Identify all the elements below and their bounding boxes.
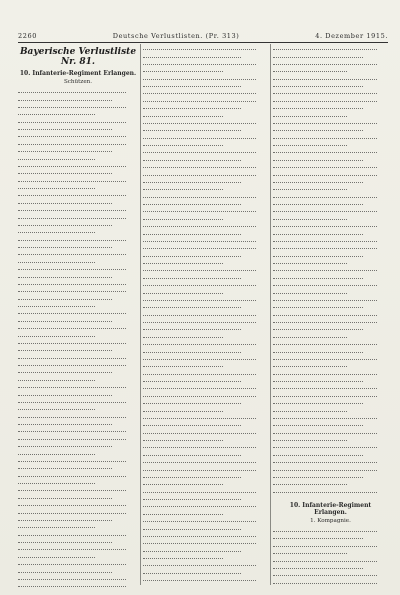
text-line: [273, 119, 377, 124]
text-line: [273, 549, 347, 554]
text-line: [143, 111, 223, 116]
text-line: [273, 207, 377, 212]
text-line: [18, 464, 112, 469]
text-line: [273, 473, 363, 478]
text-line: [143, 97, 256, 102]
text-line: [273, 75, 377, 80]
text-line: [273, 451, 363, 456]
text-line: [143, 436, 223, 441]
text-line: [273, 340, 377, 345]
text-line: [273, 542, 377, 547]
text-line: [273, 355, 377, 360]
text-line: [18, 523, 95, 528]
text-line: [273, 564, 363, 569]
text-line: [18, 250, 126, 255]
text-line: [18, 494, 112, 499]
text-line: [18, 88, 126, 93]
text-line: [18, 575, 126, 580]
text-line: [273, 281, 377, 286]
text-line: [18, 553, 95, 558]
text-line: [18, 435, 126, 440]
text-line: [18, 501, 126, 506]
text-line: [143, 288, 223, 293]
running-title: Deutsche Verlustlisten. (Pr. 313): [112, 32, 240, 40]
text-line: [143, 429, 256, 434]
text-line: [143, 510, 223, 515]
text-line: [143, 126, 241, 131]
text-line: [273, 141, 347, 146]
text-line: [143, 119, 256, 124]
text-line: [143, 502, 256, 507]
unit-subheading: Schützen.: [63, 79, 93, 85]
text-line: [143, 237, 256, 242]
text-line: [18, 390, 112, 395]
text-line: [18, 243, 112, 248]
text-line: [273, 111, 347, 116]
text-line: [143, 75, 256, 80]
text-line: [18, 472, 126, 477]
text-line: [273, 303, 363, 308]
text-line: [143, 193, 256, 198]
text-line: [273, 163, 377, 168]
text-line: [18, 538, 112, 543]
text-line: [18, 184, 95, 189]
text-line: [273, 384, 377, 389]
text-line: [273, 193, 377, 198]
text-line: [143, 399, 241, 404]
text-line: [143, 384, 256, 389]
text-line: [273, 406, 347, 411]
text-line: [273, 104, 363, 109]
text-block: [18, 88, 138, 587]
text-line: [18, 376, 95, 381]
text-line: [18, 132, 126, 137]
text-line: [143, 451, 241, 456]
text-line: [273, 534, 363, 539]
text-line: [18, 309, 126, 314]
column-1: [18, 45, 138, 587]
text-line: [143, 583, 223, 587]
text-line: [143, 554, 223, 559]
header-date: 4. Dezember 1915.: [315, 32, 388, 40]
text-line: [143, 539, 256, 544]
text-line: [143, 82, 241, 87]
text-line: [273, 311, 377, 316]
column-2: [143, 45, 268, 587]
text-block: [273, 527, 388, 587]
text-line: [18, 413, 126, 418]
text-line: [18, 331, 95, 336]
text-line: [143, 296, 256, 301]
text-line: [143, 222, 256, 227]
page-number: 2260: [18, 32, 37, 40]
header-rule: [18, 42, 388, 43]
text-line: [143, 170, 256, 175]
text-line: [143, 67, 223, 72]
text-line: [143, 569, 241, 574]
column-3: [273, 45, 388, 587]
text-line: [143, 576, 256, 581]
text-line: [273, 274, 363, 279]
text-line: [18, 191, 126, 196]
text-line: [273, 170, 377, 175]
text-line: [143, 318, 256, 323]
text-line: [273, 579, 377, 584]
text-line: [18, 287, 126, 292]
text-line: [143, 362, 223, 367]
text-line: [18, 295, 112, 300]
text-line: [18, 125, 112, 130]
text-line: [273, 89, 377, 94]
text-line: [143, 333, 223, 338]
text-line: [18, 516, 112, 521]
text-line: [18, 140, 126, 145]
text-line: [273, 480, 347, 485]
text-line: [273, 421, 363, 426]
text-line: [143, 473, 241, 478]
text-line: [18, 169, 112, 174]
text-line: [273, 318, 377, 323]
text-line: [18, 420, 112, 425]
page-header: [18, 30, 388, 42]
text-line: [143, 458, 256, 463]
text-line: [143, 443, 256, 448]
text-line: [143, 45, 256, 50]
text-line: [273, 370, 377, 375]
text-line: [143, 465, 256, 470]
text-line: [143, 229, 241, 234]
text-block: [273, 45, 388, 493]
text-line: [273, 586, 363, 587]
text-line: [18, 567, 112, 572]
text-line: [18, 427, 126, 432]
text-line: [273, 399, 363, 404]
text-line: [18, 354, 126, 359]
text-line: [143, 377, 241, 382]
text-line: [18, 272, 112, 277]
text-line: [273, 237, 377, 242]
text-line: [18, 103, 126, 108]
text-line: [18, 361, 126, 366]
text-line: [273, 259, 347, 264]
text-line: [143, 89, 256, 94]
text-line: [143, 281, 256, 286]
text-line: [143, 532, 256, 537]
text-line: [18, 531, 126, 536]
text-line: [18, 457, 126, 462]
text-line: [273, 571, 377, 576]
text-line: [18, 398, 126, 403]
text-line: [18, 486, 126, 491]
text-line: [18, 545, 126, 550]
text-line: [18, 302, 95, 307]
unit-heading: 10. Infanterie-Regiment Erlangen.: [19, 70, 137, 77]
text-line: [143, 325, 241, 330]
text-line: [143, 561, 256, 566]
text-line: [143, 517, 256, 522]
text-line: [143, 200, 241, 205]
text-line: [18, 265, 126, 270]
text-block: [143, 45, 268, 587]
text-line: [143, 414, 256, 419]
text-line: [18, 236, 126, 241]
text-line: [273, 458, 377, 463]
text-line: [273, 82, 363, 87]
text-line: [273, 296, 377, 301]
text-line: [143, 163, 256, 168]
text-line: [143, 178, 241, 183]
text-line: [273, 185, 347, 190]
text-line: [143, 392, 256, 397]
text-line: [143, 52, 241, 57]
text-line: [18, 118, 126, 123]
unit-subheading: 1. Kompagnie.: [310, 517, 351, 524]
text-line: [273, 148, 377, 153]
text-line: [143, 495, 241, 500]
text-line: [18, 560, 126, 565]
text-line: [143, 141, 223, 146]
text-line: [18, 162, 126, 167]
text-line: [18, 280, 126, 285]
text-line: [143, 355, 256, 360]
text-line: [143, 156, 241, 161]
text-line: [273, 443, 377, 448]
text-line: [273, 556, 377, 561]
text-line: [143, 347, 241, 352]
text-line: [273, 436, 347, 441]
text-line: [143, 311, 256, 316]
text-line: [18, 582, 126, 587]
column-divider: [270, 44, 271, 585]
text-line: [18, 206, 126, 211]
text-line: [273, 222, 377, 227]
text-line: [18, 95, 112, 100]
text-line: [273, 266, 377, 271]
text-line: [18, 154, 95, 159]
text-line: [143, 480, 223, 485]
text-line: [273, 488, 377, 493]
text-line: [143, 215, 223, 220]
text-line: [273, 60, 377, 65]
text-line: [273, 52, 363, 57]
text-line: [18, 199, 112, 204]
text-line: [143, 185, 223, 190]
text-line: [143, 524, 241, 529]
text-line: [273, 333, 347, 338]
text-line: [143, 252, 241, 257]
text-line: [18, 228, 95, 233]
text-line: [273, 229, 363, 234]
text-line: [143, 303, 241, 308]
text-line: [273, 252, 363, 257]
text-line: [273, 244, 377, 249]
text-line: [18, 177, 126, 182]
text-line: [273, 465, 377, 470]
text-line: [273, 325, 363, 330]
text-line: [18, 339, 126, 344]
text-line: [18, 479, 95, 484]
text-line: [18, 405, 95, 410]
text-line: [18, 449, 95, 454]
text-line: [143, 340, 256, 345]
text-line: [273, 377, 363, 382]
text-line: [18, 213, 126, 218]
text-line: [273, 126, 363, 131]
text-line: [273, 429, 377, 434]
text-line: [143, 60, 256, 65]
text-line: [143, 244, 256, 249]
text-line: [143, 488, 256, 493]
text-line: [143, 207, 256, 212]
text-line: [273, 45, 377, 50]
text-line: [273, 178, 363, 183]
text-line: [143, 274, 241, 279]
text-line: [273, 288, 347, 293]
text-line: [18, 110, 95, 115]
text-line: [143, 421, 241, 426]
text-line: [143, 406, 223, 411]
text-line: [18, 221, 112, 226]
text-line: [18, 368, 112, 373]
text-line: [273, 67, 347, 72]
text-line: [143, 370, 256, 375]
column-divider: [140, 44, 141, 585]
text-line: [18, 442, 112, 447]
text-line: [273, 215, 347, 220]
text-line: [273, 97, 377, 102]
text-line: [143, 547, 241, 552]
text-line: [143, 104, 241, 109]
text-line: [18, 346, 112, 351]
text-line: [273, 392, 377, 397]
text-line: [18, 258, 95, 263]
text-line: [18, 317, 112, 322]
text-line: [273, 527, 377, 532]
text-line: [18, 324, 126, 329]
unit-heading: 10. Infanterie-Regiment Erlangen.: [289, 501, 372, 516]
text-line: [18, 383, 126, 388]
text-line: [143, 148, 256, 153]
text-line: [273, 347, 363, 352]
list-title: Bayerische Verlustliste Nr. 81.: [19, 47, 137, 67]
text-line: [143, 134, 256, 139]
text-line: [18, 147, 112, 152]
text-line: [273, 414, 377, 419]
text-line: [143, 259, 223, 264]
text-line: [18, 508, 126, 513]
text-line: [143, 266, 256, 271]
text-line: [273, 362, 347, 367]
text-line: [273, 134, 377, 139]
text-line: [273, 156, 363, 161]
text-line: [273, 200, 363, 205]
